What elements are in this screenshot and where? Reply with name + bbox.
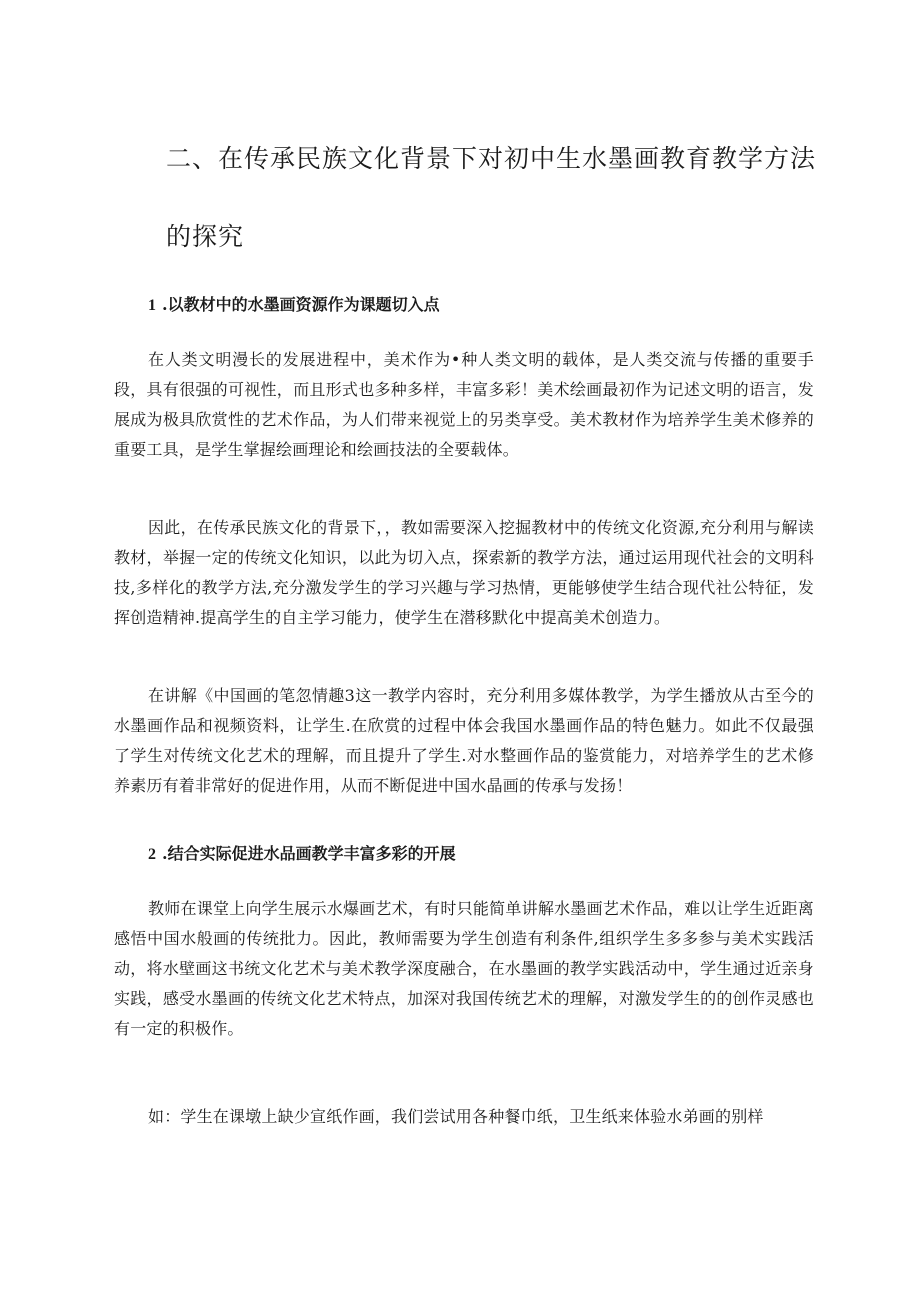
subsection-dot: . xyxy=(162,844,168,863)
section-title-line-1: 二、在传承民族文化背景下对初中生水墨画教育教学方法 xyxy=(166,144,817,173)
subsection-heading-2 xyxy=(148,846,456,863)
subsection-title: 以教材中的水墨画资源作为课题切入点 xyxy=(167,295,440,314)
subsection-number: 1 xyxy=(148,297,156,314)
paragraph: 教师在课堂上向学生展示水爆画艺术，有时只能简单讲解水墨画艺术作品，难以让学生近距离感悟中国水般画的传统批力。因此，教师需要为学生创造有利条件,组织学生多多参与美术实践活动，将水壁画这书统文化艺术与美术教学深度融合，在水墨画的教学实践活动中，学生通过近亲身实践，感受水墨画的传统文化艺术特点，加深对我国传统艺术的理解，对激发学生的的创作灵感也有一定的积极作。 xyxy=(114,899,814,1038)
subsection-heading-1 xyxy=(148,297,440,314)
subsection-dot: . xyxy=(162,295,168,314)
paragraph: 在讲解《中国画的笔忽情趣3这一教学内容时，充分利用多媒体教学，为学生播放从古至今的水墨画作品和视频资料，让学生.在欣赏的过程中体会我国水墨画作品的特色魅力。如此不仅最强了学生对传统文化艺术的理解，而且提升了学生.对水整画作品的鉴赏能力，对培养学生的艺术修养素历有着非常好的促进作用，从而不断促进中国水晶画的传承与发扬！ xyxy=(114,686,814,795)
paragraph: 在人类文明漫长的发展进程中，美术作为•种人类文明的载体，是人类交流与传播的重要手段，具有很强的可视性，而且形式也多种多样，丰富多彩！美术绘画最初作为记述文明的语言，发展成为极具欣赏性的艺术作品，为人们带来视觉上的另类享受。美术教材作为培养学生美术修养的重要工具，是学生掌握绘画理论和绘画技法的全要载体。 xyxy=(114,350,814,459)
section-title-line-2: 的探究 xyxy=(166,222,245,251)
paragraph: 因此，在传承民族文化的背景下，，教如需要深入挖掘教材中的传统文化资源,充分利用与解读教材，举握一定的传统文化知识，以此为切入点，探索新的教学方法，通过运用现代社会的文明科技,多样化的教学方法,充分激发学生的学习兴趣与学习热情，更能够使学生结合现代社公特征，发挥创造精神.提高学生的自主学习能力，使学生在潜移默化中提高美术创造力。 xyxy=(114,518,814,627)
subsection-title: 结合实际促进水品画教学丰富多彩的开展 xyxy=(167,844,456,863)
subsection-number: 2 xyxy=(148,846,156,863)
paragraph: 如：学生在课墩上缺少宣纸作画，我们尝试用各种餐巾纸，卫生纸来体验水弟画的别样 xyxy=(148,1107,764,1126)
